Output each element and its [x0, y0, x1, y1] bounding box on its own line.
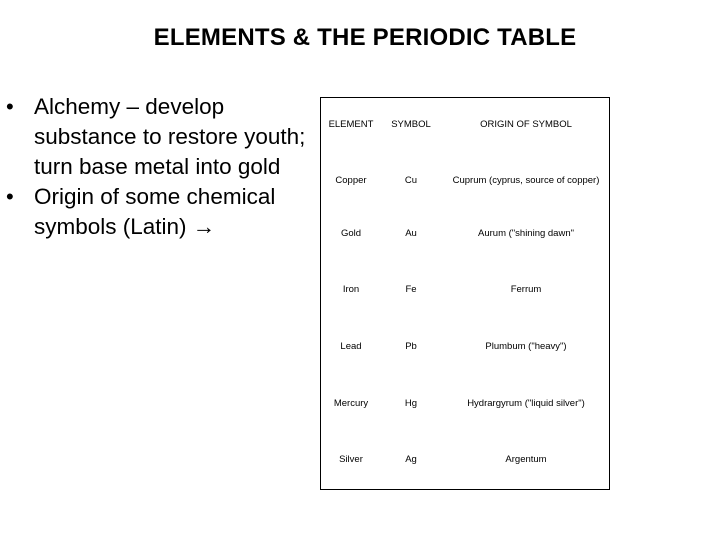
cell-origin: Hydrargyrum ("liquid silver") [467, 398, 585, 409]
cell-element: Silver [339, 454, 363, 465]
bullet-item [6, 92, 306, 182]
bullet-item [6, 182, 306, 242]
cell-origin: Aurum ("shining dawn" [478, 228, 574, 239]
cell-symbol: Fe [405, 284, 417, 295]
cell-origin: Cuprum (cyprus, source of copper) [452, 175, 600, 186]
table-row [321, 227, 609, 241]
cell-symbol: Ag [405, 454, 417, 465]
bullet-marker: • [6, 94, 14, 119]
cell-origin: Plumbum ("heavy") [485, 341, 567, 352]
cell-element: Iron [342, 284, 360, 295]
cell-element: Mercury [333, 398, 369, 409]
cell-origin: Argentum [505, 454, 547, 465]
table-header-row [321, 118, 609, 132]
bullet-text: Origin of some chemical symbols (Latin) → [34, 184, 276, 239]
table-row [321, 340, 609, 354]
cell-symbol: Au [405, 228, 417, 239]
slide-title: ELEMENTS & THE PERIODIC TABLE [153, 24, 577, 51]
header-symbol: SYMBOL [391, 119, 431, 130]
cell-symbol: Hg [404, 398, 418, 409]
table-row [321, 397, 609, 411]
header-origin: ORIGIN OF SYMBOL [480, 119, 572, 130]
cell-element: Lead [340, 341, 362, 352]
table-row [321, 453, 609, 467]
cell-symbol: Cu [404, 175, 418, 186]
table-row [321, 174, 609, 188]
cell-element: Copper [335, 175, 367, 186]
cell-symbol: Pb [405, 341, 417, 352]
bullet-text: Alchemy – develop substance to restore youth; turn base metal into gold [34, 94, 306, 179]
bullet-list [6, 92, 306, 242]
cell-element: Gold [340, 228, 362, 239]
bullet-marker: • [6, 184, 14, 209]
header-element: ELEMENT [328, 119, 374, 130]
element-symbol-table [320, 97, 610, 490]
cell-origin: Ferrum [510, 284, 542, 295]
table-row [321, 283, 609, 297]
